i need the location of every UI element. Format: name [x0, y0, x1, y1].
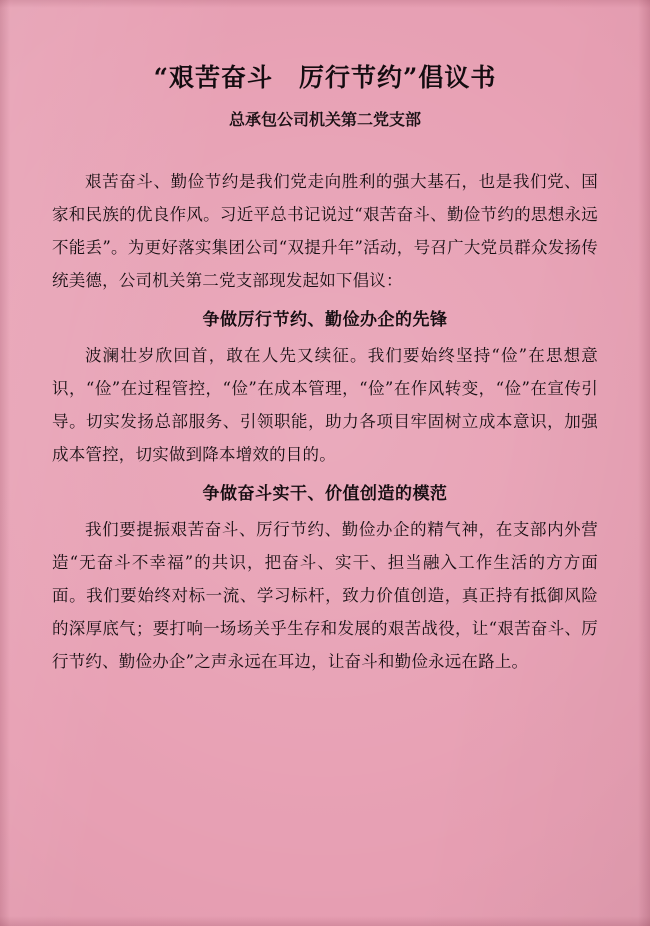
page-title: “艰苦奋斗 厉行节约”倡议书	[153, 63, 497, 92]
section-heading-1: 争做厉行节约、勤俭办企的先锋	[202, 309, 448, 330]
page-edge-bottom	[0, 916, 650, 926]
section-1-paragraph: 波澜壮岁欣回首，敢在人先又续征。我们要始终坚持“俭”在思想意识，“俭”在过程管控，“俭”在成本管理，“俭”在作风转变，“俭”在宣传引导。切实发扬总部服务、引领职能，助力各项目牢固树立成本意识，加强成本管控，切实做到降本增效的目的。	[52, 345, 598, 464]
section-2-paragraph: 我们要提振艰苦奋斗、厉行节约、勤俭办企的精气神，在支部内外营造“无奋斗不幸福”的共识，把奋斗、实干、担当融入工作生活的方方面面。我们要始终对标一流、学习标杆，致力价值创造，真正持有抵御风险的深厚底气；要打响一场场关乎生存和发展的艰苦战役，让“艰苦奋斗、厉行节约、勤俭办企”之声永远在耳边，让奋斗和勤俭永远在路上。	[52, 519, 598, 671]
document-subtitle: 总承包公司机关第二党支部	[228, 109, 421, 129]
intro-paragraph: 艰苦奋斗、勤俭节约是我们党走向胜利的强大基石，也是我们党、国家和民族的优良作风。习近平总书记说过“艰苦奋斗、勤俭节约的思想永远不能丢”。为更好落实集团公司“双提升年”活动，号召广大党员群众发扬传统美德，公司机关第二党支部现发起如下倡议：	[52, 171, 598, 290]
section-heading-2: 争做奋斗实干、价值创造的模范	[202, 483, 448, 504]
